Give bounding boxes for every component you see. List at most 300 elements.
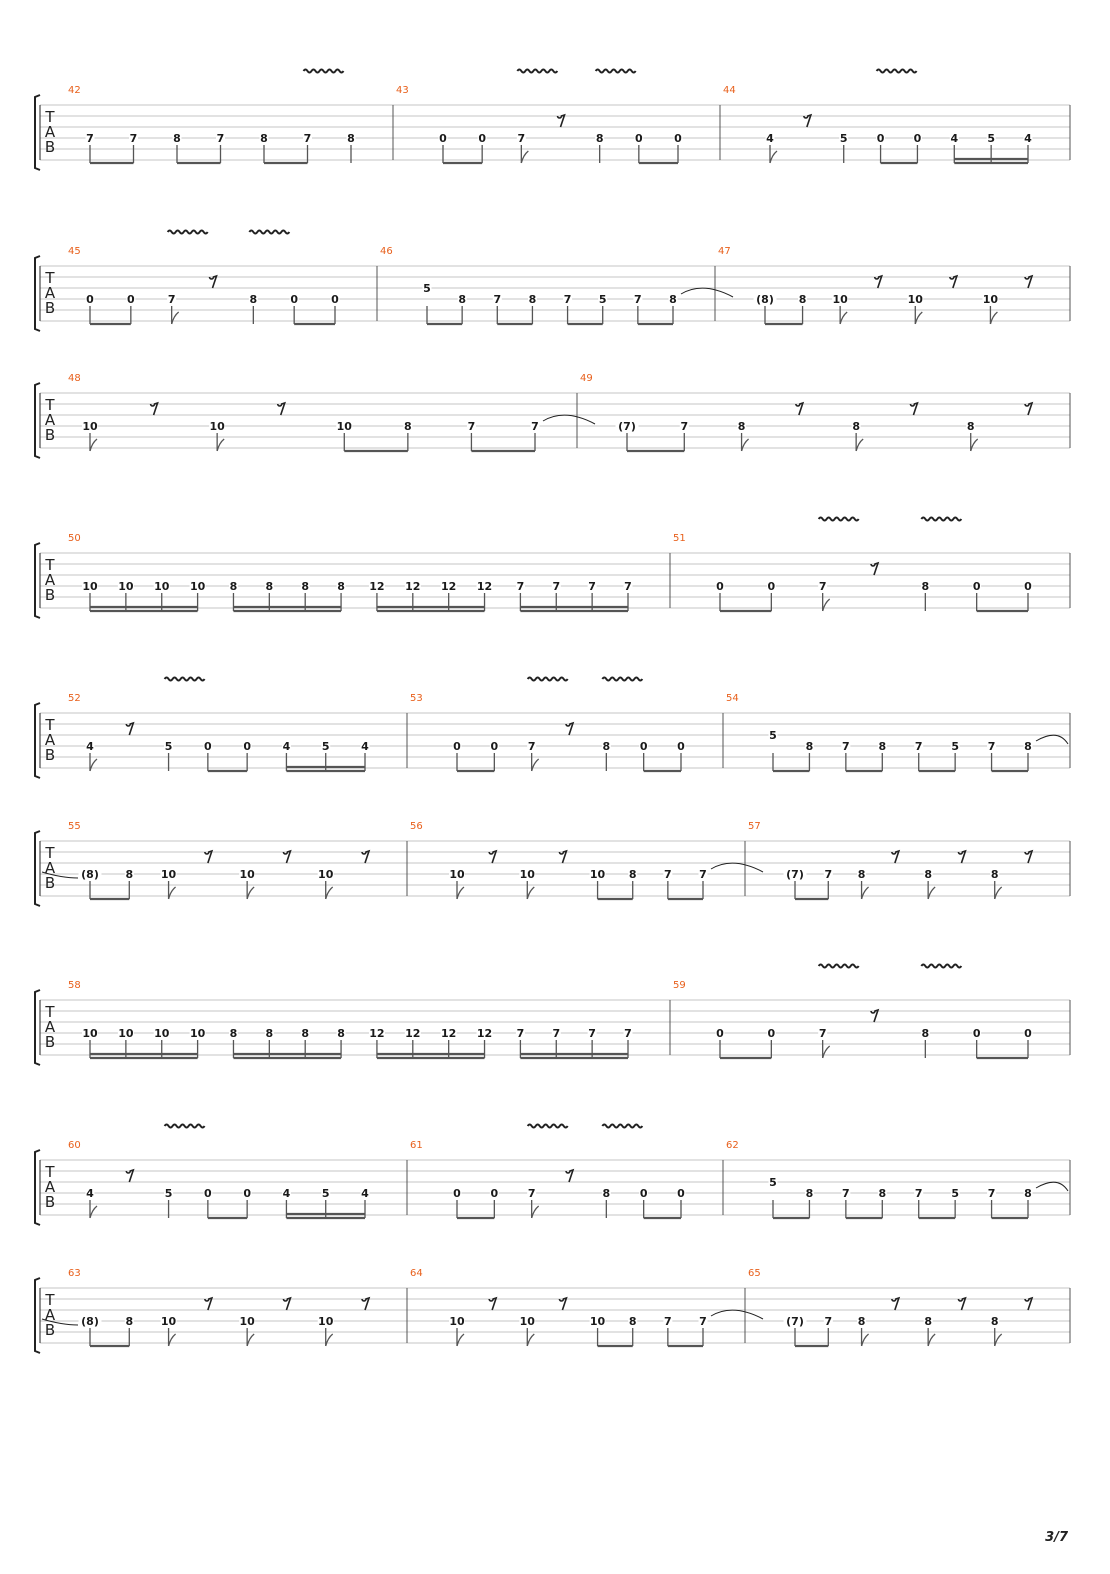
eighth-rest	[1025, 276, 1032, 288]
fret-number: 0	[331, 293, 339, 306]
vibrato-mark	[304, 70, 344, 73]
fret-number: 10	[519, 1315, 535, 1328]
fret-number: 8	[229, 1027, 238, 1040]
fret-number: 7	[664, 868, 672, 881]
tab-clef-letter: T	[45, 108, 55, 126]
fret-number: 7	[818, 1027, 827, 1040]
tab-clef-letter: T	[45, 1163, 55, 1181]
eighth-rest	[804, 115, 811, 127]
note-flag	[990, 312, 997, 324]
vibrato-mark	[921, 518, 961, 521]
note-flag	[521, 151, 528, 163]
fret-number: 10	[449, 868, 465, 881]
eighth-rest	[910, 403, 917, 415]
note-flag	[326, 887, 333, 899]
fret-number: 5	[321, 1187, 330, 1200]
note-flag	[527, 887, 534, 899]
measure-number: 49	[580, 373, 593, 384]
tab-clef-letter: T	[45, 716, 55, 734]
fret-number: 0	[635, 132, 643, 145]
fret-number: 0	[490, 1187, 499, 1200]
vibrato-mark	[517, 70, 557, 73]
eighth-rest	[950, 276, 957, 288]
eighth-rest	[1025, 403, 1032, 415]
fret-number: 8	[990, 1315, 999, 1328]
eighth-rest	[362, 1298, 369, 1310]
fret-number: 10	[318, 868, 334, 881]
fret-number: 8	[857, 1315, 866, 1328]
eighth-rest	[1025, 851, 1032, 863]
measure-number: 56	[410, 821, 423, 832]
system-bracket	[35, 1278, 40, 1353]
tie-arc	[1036, 1182, 1068, 1191]
fret-number: 10	[118, 1027, 134, 1040]
fret-number: 7	[680, 420, 689, 433]
fret-number: 0	[1024, 1027, 1032, 1040]
measure-number: 64	[410, 1268, 423, 1279]
fret-number: 0	[677, 1187, 685, 1200]
fret-number: 5	[769, 729, 777, 742]
fret-number: 0	[876, 132, 885, 145]
measure-number: 45	[68, 246, 81, 257]
note-flag	[457, 1334, 464, 1346]
fret-number: 8	[404, 420, 412, 433]
fret-number: 8	[878, 740, 887, 753]
fret-number: 8	[337, 1027, 345, 1040]
fret-number: 7	[552, 1027, 561, 1040]
eighth-rest	[559, 851, 566, 863]
fret-number: 7	[516, 580, 525, 593]
fret-number: 8	[337, 580, 345, 593]
tie-arc	[711, 863, 763, 872]
fret-number: 5	[951, 1187, 959, 1200]
vibrato-mark	[602, 1125, 642, 1128]
fret-number: 5	[164, 1187, 173, 1200]
eighth-rest	[205, 1298, 212, 1310]
measure-number: 59	[673, 980, 686, 991]
fret-number: 7	[824, 868, 833, 881]
fret-number: 0	[716, 580, 724, 593]
fret-number: 0	[767, 580, 776, 593]
vibrato-mark	[528, 1125, 568, 1128]
fret-number: 0	[716, 1027, 724, 1040]
measure-number: 62	[726, 1140, 739, 1151]
system-bracket	[35, 543, 40, 618]
eighth-rest	[558, 115, 565, 127]
fret-number: 8	[301, 1027, 310, 1040]
fret-number: 10	[982, 293, 999, 306]
fret-number: 7	[86, 132, 94, 145]
fret-number: 10	[209, 420, 225, 433]
fret-number: 4	[282, 740, 291, 753]
vibrato-mark	[168, 231, 208, 234]
system-bracket	[35, 256, 40, 331]
vibrato-mark	[249, 231, 289, 234]
fret-number: 4	[1024, 132, 1032, 145]
fret-number: 0	[127, 293, 135, 306]
fret-number: 7	[531, 420, 539, 433]
fret-number: 10	[336, 420, 352, 433]
note-flag	[928, 887, 935, 899]
fret-number: 7	[527, 740, 536, 753]
eighth-rest	[283, 851, 290, 863]
fret-number: 10	[160, 1315, 177, 1328]
vibrato-mark	[165, 678, 205, 681]
note-flag	[172, 312, 179, 324]
tab-clef-letter: B	[44, 746, 56, 764]
note-flag	[928, 1334, 935, 1346]
fret-number: 12	[369, 1027, 385, 1040]
note-flag	[247, 1334, 254, 1346]
fret-number: 10	[118, 580, 134, 593]
measure-number: 58	[68, 980, 81, 991]
fret-number: 10	[907, 293, 923, 306]
tab-clef-letter: A	[44, 731, 56, 749]
fret-number: 4	[282, 1187, 291, 1200]
fret-number: 0	[639, 740, 648, 753]
fret-number: 7	[563, 293, 572, 306]
fret-number: 12	[369, 580, 385, 593]
measure-number: 65	[748, 1268, 761, 1279]
fret-number: 4	[766, 132, 774, 145]
eighth-rest	[559, 1298, 566, 1310]
tab-clef-letter: A	[44, 284, 56, 302]
fret-number: 7	[624, 580, 632, 593]
fret-number: 7	[552, 580, 561, 593]
note-flag	[90, 439, 97, 451]
measure-number: 48	[68, 373, 81, 384]
fret-number: 8	[921, 580, 930, 593]
tie-arc	[1036, 735, 1068, 744]
fret-number: 8	[229, 580, 238, 593]
vibrato-mark	[819, 518, 859, 521]
fret-number: 7	[987, 1187, 996, 1200]
tab-clef-letter: B	[44, 299, 56, 317]
fret-number: 7	[824, 1315, 833, 1328]
fret-number: 5	[321, 740, 330, 753]
tab-clef-letter: B	[44, 1193, 56, 1211]
fret-number: 8	[602, 1187, 611, 1200]
note-flag	[247, 887, 254, 899]
fret-number: 10	[239, 868, 255, 881]
fret-number: 7	[516, 1027, 525, 1040]
note-flag	[217, 439, 224, 451]
fret-number: (8)	[756, 293, 774, 306]
tie-arc	[681, 288, 733, 297]
fret-number: 8	[805, 740, 814, 753]
note-flag	[770, 151, 777, 163]
fret-number: 0	[913, 132, 922, 145]
vibrato-mark	[165, 1125, 205, 1128]
note-flag	[527, 1334, 534, 1346]
tab-clef-letter: B	[44, 1321, 56, 1339]
fret-number: 0	[677, 740, 685, 753]
system-bracket	[35, 990, 40, 1065]
fret-number: 5	[423, 282, 431, 295]
note-flag	[856, 439, 863, 451]
fret-number: 8	[260, 132, 268, 145]
eighth-rest	[362, 851, 369, 863]
fret-number: 0	[86, 293, 94, 306]
measure-number: 55	[68, 821, 81, 832]
measure-number: 43	[396, 85, 409, 96]
tab-clef-letter: T	[45, 396, 55, 414]
note-flag	[840, 312, 847, 324]
eighth-rest	[1025, 1298, 1032, 1310]
vibrato-mark	[596, 70, 636, 73]
fret-number: 8	[628, 868, 637, 881]
measure-number: 42	[68, 85, 81, 96]
tie-arc	[543, 415, 595, 424]
fret-number: 10	[589, 868, 606, 881]
eighth-rest	[875, 276, 882, 288]
fret-number: 4	[950, 132, 959, 145]
eighth-rest	[892, 1298, 899, 1310]
fret-number: 8	[125, 868, 134, 881]
fret-number: 5	[769, 1176, 777, 1189]
eighth-rest	[126, 1170, 133, 1182]
fret-number: 7	[987, 740, 996, 753]
eighth-rest	[871, 563, 878, 575]
measure-number: 54	[726, 693, 739, 704]
fret-number: 7	[699, 1315, 707, 1328]
fret-number: 7	[664, 1315, 672, 1328]
vibrato-mark	[819, 965, 859, 968]
measure-number: 51	[673, 533, 686, 544]
fret-number: 7	[129, 132, 138, 145]
fret-number: 0	[204, 740, 212, 753]
fret-number: 4	[86, 740, 94, 753]
fret-number: 8	[528, 293, 537, 306]
tab-clef-letter: A	[44, 1306, 56, 1324]
tab-clef-letter: T	[45, 844, 55, 862]
fret-number: (7)	[786, 868, 804, 881]
tab-clef-letter: A	[44, 1018, 56, 1036]
fret-number: (7)	[786, 1315, 804, 1328]
tab-clef-letter: B	[44, 1033, 56, 1051]
eighth-rest	[796, 403, 803, 415]
fret-number: 10	[239, 1315, 255, 1328]
note-flag	[823, 1046, 830, 1058]
eighth-rest	[958, 851, 965, 863]
fret-number: 8	[966, 420, 975, 433]
system-bracket	[35, 831, 40, 906]
eighth-rest	[151, 403, 158, 415]
fret-number: 12	[405, 580, 421, 593]
tab-clef-letter: T	[45, 1291, 55, 1309]
fret-number: 8	[852, 420, 860, 433]
fret-number: 8	[173, 132, 181, 145]
fret-number: 8	[921, 1027, 930, 1040]
fret-number: 7	[699, 868, 707, 881]
fret-number: 5	[164, 740, 173, 753]
fret-number: 8	[628, 1315, 637, 1328]
fret-number: 7	[914, 1187, 923, 1200]
note-flag	[971, 439, 978, 451]
fret-number: 8	[737, 420, 746, 433]
fret-number: 7	[517, 132, 526, 145]
fret-number: 8	[595, 132, 604, 145]
fret-number: 0	[453, 740, 461, 753]
fret-number: 8	[602, 740, 611, 753]
fret-number: 8	[924, 868, 932, 881]
eighth-rest	[489, 851, 496, 863]
fret-number: 12	[441, 580, 457, 593]
fret-number: 8	[878, 1187, 887, 1200]
fret-number: 0	[490, 740, 499, 753]
fret-number: 7	[588, 1027, 596, 1040]
tab-clef-letter: A	[44, 571, 56, 589]
tab-clef-letter: B	[44, 586, 56, 604]
note-flag	[90, 1206, 97, 1218]
fret-number: 10	[154, 1027, 170, 1040]
page-number: 3/7	[1045, 1530, 1068, 1545]
vibrato-mark	[602, 678, 642, 681]
tab-clef-letter: A	[44, 123, 56, 141]
fret-number: 8	[924, 1315, 932, 1328]
fret-number: 7	[167, 293, 176, 306]
fret-number: 7	[588, 580, 596, 593]
fret-number: 10	[318, 1315, 334, 1328]
fret-number: 0	[972, 580, 981, 593]
eighth-rest	[283, 1298, 290, 1310]
fret-number: 8	[1024, 740, 1032, 753]
fret-number: 0	[478, 132, 486, 145]
fret-number: 10	[160, 868, 177, 881]
note-flag	[169, 887, 176, 899]
measure-number: 50	[68, 533, 81, 544]
fret-number: 10	[82, 420, 98, 433]
tab-clef-letter: T	[45, 556, 55, 574]
measure-number: 60	[68, 1140, 81, 1151]
fret-number: 8	[458, 293, 466, 306]
fret-number: 4	[86, 1187, 94, 1200]
tab-clef-letter: B	[44, 426, 56, 444]
measure-number: 52	[68, 693, 81, 704]
tie-arc	[711, 1310, 763, 1319]
fret-number: 12	[405, 1027, 421, 1040]
fret-number: 10	[154, 580, 170, 593]
note-flag	[457, 887, 464, 899]
fret-number: 0	[639, 1187, 648, 1200]
note-flag	[169, 1334, 176, 1346]
note-flag	[862, 887, 869, 899]
fret-number: 0	[767, 1027, 776, 1040]
fret-number: 5	[987, 132, 995, 145]
system-bracket	[35, 703, 40, 778]
eighth-rest	[958, 1298, 965, 1310]
fret-number: 10	[82, 1027, 98, 1040]
eighth-rest	[205, 851, 212, 863]
fret-number: 5	[951, 740, 959, 753]
eighth-rest	[278, 403, 285, 415]
measure-number: 44	[723, 85, 736, 96]
measure-number: 47	[718, 246, 731, 257]
system-bracket	[35, 383, 40, 458]
measure-number: 57	[748, 821, 761, 832]
note-flag	[995, 1334, 1002, 1346]
fret-number: 10	[519, 868, 535, 881]
fret-number: 8	[669, 293, 677, 306]
measure-number: 46	[380, 246, 393, 257]
fret-number: 0	[972, 1027, 981, 1040]
eighth-rest	[566, 1170, 573, 1182]
fret-number: 8	[990, 868, 999, 881]
fret-number: 7	[493, 293, 502, 306]
tab-clef-letter: B	[44, 874, 56, 892]
measure-number: 61	[410, 1140, 423, 1151]
note-flag	[995, 887, 1002, 899]
fret-number: 7	[634, 293, 642, 306]
fret-number: 7	[303, 132, 312, 145]
fret-number: 8	[249, 293, 258, 306]
tab-clef-letter: A	[44, 411, 56, 429]
eighth-rest	[566, 723, 573, 735]
note-flag	[532, 1206, 539, 1218]
note-flag	[326, 1334, 333, 1346]
fret-number: 5	[598, 293, 607, 306]
note-flag	[532, 759, 539, 771]
fret-number: 0	[1024, 580, 1032, 593]
fret-number: 10	[189, 1027, 206, 1040]
fret-number: 8	[265, 580, 274, 593]
fret-number: 8	[265, 1027, 274, 1040]
fret-number: (7)	[618, 420, 636, 433]
eighth-rest	[892, 851, 899, 863]
vibrato-mark	[921, 965, 961, 968]
fret-number: 10	[82, 580, 98, 593]
fret-number: 7	[842, 1187, 850, 1200]
fret-number: 7	[842, 740, 850, 753]
tab-clef-letter: A	[44, 859, 56, 877]
fret-number: (8)	[81, 1315, 99, 1328]
eighth-rest	[126, 723, 133, 735]
note-flag	[90, 759, 97, 771]
measure-number: 53	[410, 693, 423, 704]
fret-number: 0	[439, 132, 447, 145]
note-flag	[823, 599, 830, 611]
fret-number: 8	[125, 1315, 134, 1328]
fret-number: 10	[449, 1315, 465, 1328]
fret-number: 7	[467, 420, 476, 433]
fret-number: 7	[818, 580, 827, 593]
fret-number: 0	[243, 1187, 251, 1200]
fret-number: 12	[476, 1027, 493, 1040]
note-flag	[862, 1334, 869, 1346]
tab-clef-letter: B	[44, 138, 56, 156]
fret-number: 8	[1024, 1187, 1032, 1200]
fret-number: 0	[674, 132, 682, 145]
eighth-rest	[210, 276, 217, 288]
fret-number: 7	[527, 1187, 536, 1200]
vibrato-mark	[877, 70, 917, 73]
fret-number: 10	[189, 580, 206, 593]
fret-number: (8)	[81, 868, 99, 881]
fret-number: 0	[204, 1187, 212, 1200]
fret-number: 12	[476, 580, 493, 593]
fret-number: 8	[347, 132, 355, 145]
fret-number: 8	[805, 1187, 814, 1200]
system-bracket	[35, 95, 40, 170]
vibrato-mark	[528, 678, 568, 681]
fret-number: 0	[243, 740, 251, 753]
fret-number: 5	[839, 132, 848, 145]
system-bracket	[35, 1150, 40, 1225]
fret-number: 0	[453, 1187, 461, 1200]
fret-number: 10	[832, 293, 848, 306]
fret-number: 7	[216, 132, 225, 145]
tab-clef-letter: A	[44, 1178, 56, 1196]
